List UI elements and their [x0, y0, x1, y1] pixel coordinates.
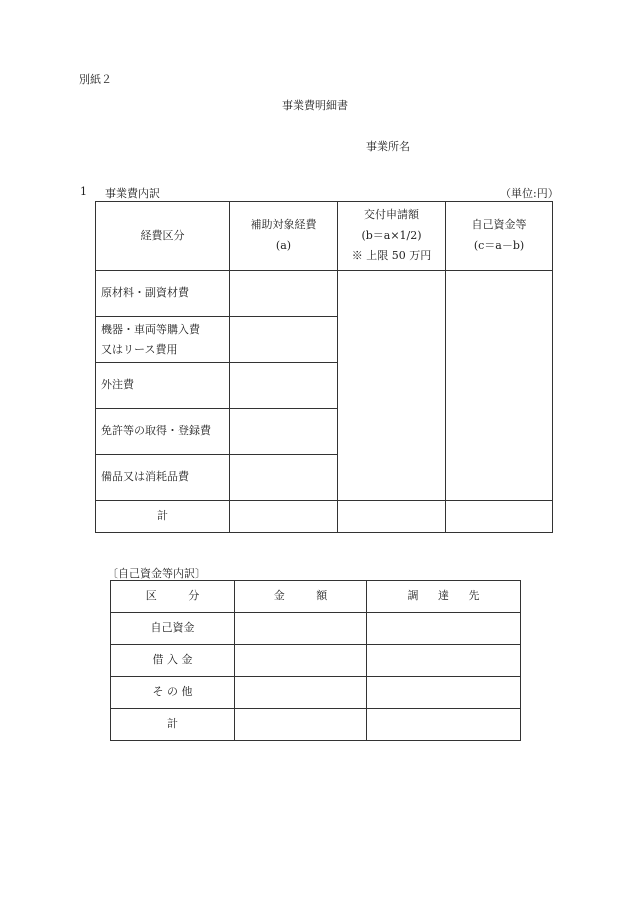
- row-label-outsourcing: 外注費: [96, 363, 230, 409]
- header-self-funds: [446, 202, 553, 271]
- cell-subsidy-materials[interactable]: [230, 271, 338, 317]
- table-row: [111, 677, 521, 709]
- cell-total-grant[interactable]: [338, 501, 446, 533]
- header-source: 調 達 先: [367, 581, 521, 613]
- cell-source-other[interactable]: [367, 677, 521, 709]
- cell-total-source[interactable]: [367, 709, 521, 741]
- header-subsidy-line1: 補助対象経費: [250, 218, 317, 232]
- row-label-other: そ の 他: [111, 677, 235, 709]
- table-total-row: [96, 501, 553, 533]
- header-category: 区 分: [111, 581, 235, 613]
- cell-source-loan[interactable]: [367, 645, 521, 677]
- section1-title: 事業費内訳: [105, 187, 160, 200]
- header-grant-line3: ※ 上限 50 万円: [351, 249, 432, 263]
- header-expense-category: 経費区分: [96, 202, 230, 271]
- header-grant-line1: 交付申請額: [364, 207, 419, 221]
- office-name-label: 事業所名: [366, 140, 410, 153]
- cell-amount-loan[interactable]: [235, 645, 367, 677]
- header-grant-line2: (b＝a×1/2): [361, 228, 422, 242]
- header-subsidy-eligible: [230, 202, 338, 271]
- header-self-line1: 自己資金等: [471, 218, 527, 232]
- cell-amount-other[interactable]: [235, 677, 367, 709]
- section2-title: 〔自己資金等内訳〕: [107, 567, 206, 580]
- cell-amount-own-funds[interactable]: [235, 613, 367, 645]
- row-label-license: 免許等の取得・登録費: [96, 409, 230, 455]
- self-funds-breakdown-table: [110, 580, 521, 741]
- section1-number: 1: [80, 185, 87, 198]
- header-grant-amount: [338, 202, 446, 271]
- table-row: [96, 271, 553, 317]
- table-row: [111, 645, 521, 677]
- table-total-row: [111, 709, 521, 741]
- cell-subsidy-supplies[interactable]: [230, 455, 338, 501]
- row-label-loan: 借 入 金: [111, 645, 235, 677]
- cell-subsidy-equipment[interactable]: [230, 317, 338, 363]
- cell-subsidy-license[interactable]: [230, 409, 338, 455]
- total-label: 計: [96, 501, 230, 533]
- expense-breakdown-table: [95, 201, 553, 533]
- document-title: 事業費明細書: [282, 99, 348, 112]
- attachment-label: 別紙２: [79, 73, 112, 86]
- cell-total-subsidy[interactable]: [230, 501, 338, 533]
- cell-total-self[interactable]: [446, 501, 553, 533]
- cell-source-own-funds[interactable]: [367, 613, 521, 645]
- header-subsidy-line2: (a): [275, 239, 292, 252]
- row-label-equipment: 機器・車両等購入費 又はリース費用: [96, 317, 230, 363]
- total-label-2: 計: [111, 709, 235, 741]
- row-label-own-funds: 自己資金: [111, 613, 235, 645]
- table-row: [111, 613, 521, 645]
- cell-self-merged[interactable]: [446, 271, 553, 501]
- cell-total-amount[interactable]: [235, 709, 367, 741]
- unit-label: （単位:円）: [500, 187, 559, 200]
- cell-grant-merged[interactable]: [338, 271, 446, 501]
- header-self-line2: (c＝a－b): [473, 239, 525, 252]
- table-header-row: [96, 202, 553, 271]
- row-label-supplies: 備品又は消耗品費: [96, 455, 230, 501]
- row-label-materials: 原材料・副資材費: [96, 271, 230, 317]
- header-amount: 金 額: [235, 581, 367, 613]
- table-header-row: [111, 581, 521, 613]
- cell-subsidy-outsourcing[interactable]: [230, 363, 338, 409]
